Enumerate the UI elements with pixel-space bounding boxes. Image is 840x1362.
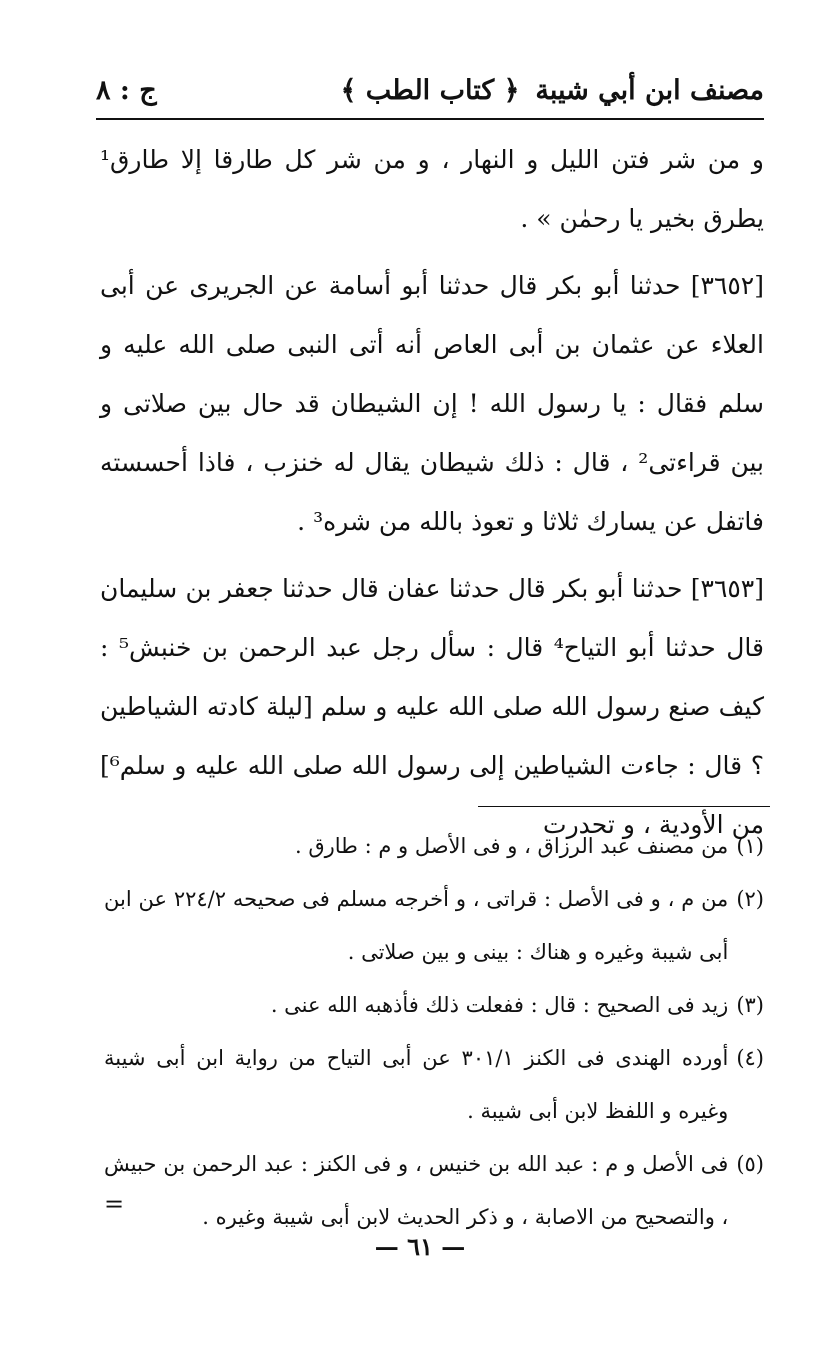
- footnote-text: أورده الهندى فى الكنز ٣٠١/١ عن أبى التياح من رواية ابن أبى شيبة وغيره و اللفظ لابن أبى شيبة .: [104, 1046, 729, 1123]
- footnote-1: [104, 820, 764, 873]
- paragraph: و من شر فتن الليل و النهار ، و من شر كل طارقا إلا طارق¹ يطرق بخير يا رحمٰن » .: [100, 145, 764, 233]
- footnote-text: من م ، و فى الأصل : قراتى ، و أخرجه مسلم فى صحيحه ٢٢٤/٢ عن ابن أبى شيبة وغيره و هناك : بينى و بين صلاتى .: [104, 887, 729, 964]
- running-header: [96, 62, 764, 120]
- footnote-number: (١): [736, 834, 764, 858]
- hadith-3653: [٣٦٥٣] حدثنا أبو بكر قال حدثنا عفان قال حدثنا جعفر بن سليمان قال حدثنا أبو التياح⁴ قال : سأل رجل عبد الرحمن بن خنبش⁵ : كيف صنع رسول الله صلى الله عليه و سلم [ليلة كادته الشياطين ؟ قال : جاءت الشياطين إلى رسول الله صلى الله عليه و سلم⁶] من الأودية ، و تحدرت: [100, 574, 765, 839]
- footnote-number: (٤): [736, 1046, 764, 1070]
- hadith-3652: [٣٦٥٢] حدثنا أبو بكر قال حدثنا أبو أسامة عن الجريرى عن أبى العلاء عن عثمان بن أبى العاص أنه أتى النبى صلى الله عليه و سلم فقال : يا رسول الله ! إن الشيطان قد حال بين صلاتى و بين قراءتى² ، قال : ذلك شيطان يقال له خنزب ، فاذا أحسسته فاتفل عن يسارك ثلاثا و تعوذ بالله من شره³ .: [100, 271, 764, 536]
- continuation-mark: =: [104, 1190, 125, 1218]
- footnotes: [104, 820, 764, 1244]
- footnote-separator: [478, 806, 770, 807]
- book-title: مصنف ابن أبي شيبة: [535, 74, 764, 106]
- footnote-text: من مصنف عبد الرزاق ، و فى الأصل و م : طارق .: [295, 834, 729, 858]
- footnote-text: زيد فى الصحيح : قال : ففعلت ذلك فأذهبه الله عنى .: [270, 993, 729, 1017]
- footnote-2: [104, 873, 764, 979]
- footnote-number: (٢): [736, 887, 764, 911]
- volume-number: ج : ٨: [96, 74, 157, 106]
- chapter-title: ﴿ كتاب الطب ﴾: [340, 74, 520, 106]
- footnote-5: [104, 1138, 764, 1244]
- page-number: — ٦١ —: [374, 1232, 466, 1261]
- footnote-text: فى الأصل و م : عبد الله بن خنيس ، و فى الكنز : عبد الرحمن بن حبيش ، والتصحيح من الاصابة ، و ذكر الحديث لابن أبى شيبة وغيره .: [104, 1152, 729, 1229]
- footnote-number: (٣): [736, 993, 764, 1017]
- footnote-4: [104, 1032, 764, 1138]
- footnote-number: (٥): [736, 1152, 764, 1176]
- footnote-3: [104, 979, 764, 1032]
- main-text: [100, 130, 764, 854]
